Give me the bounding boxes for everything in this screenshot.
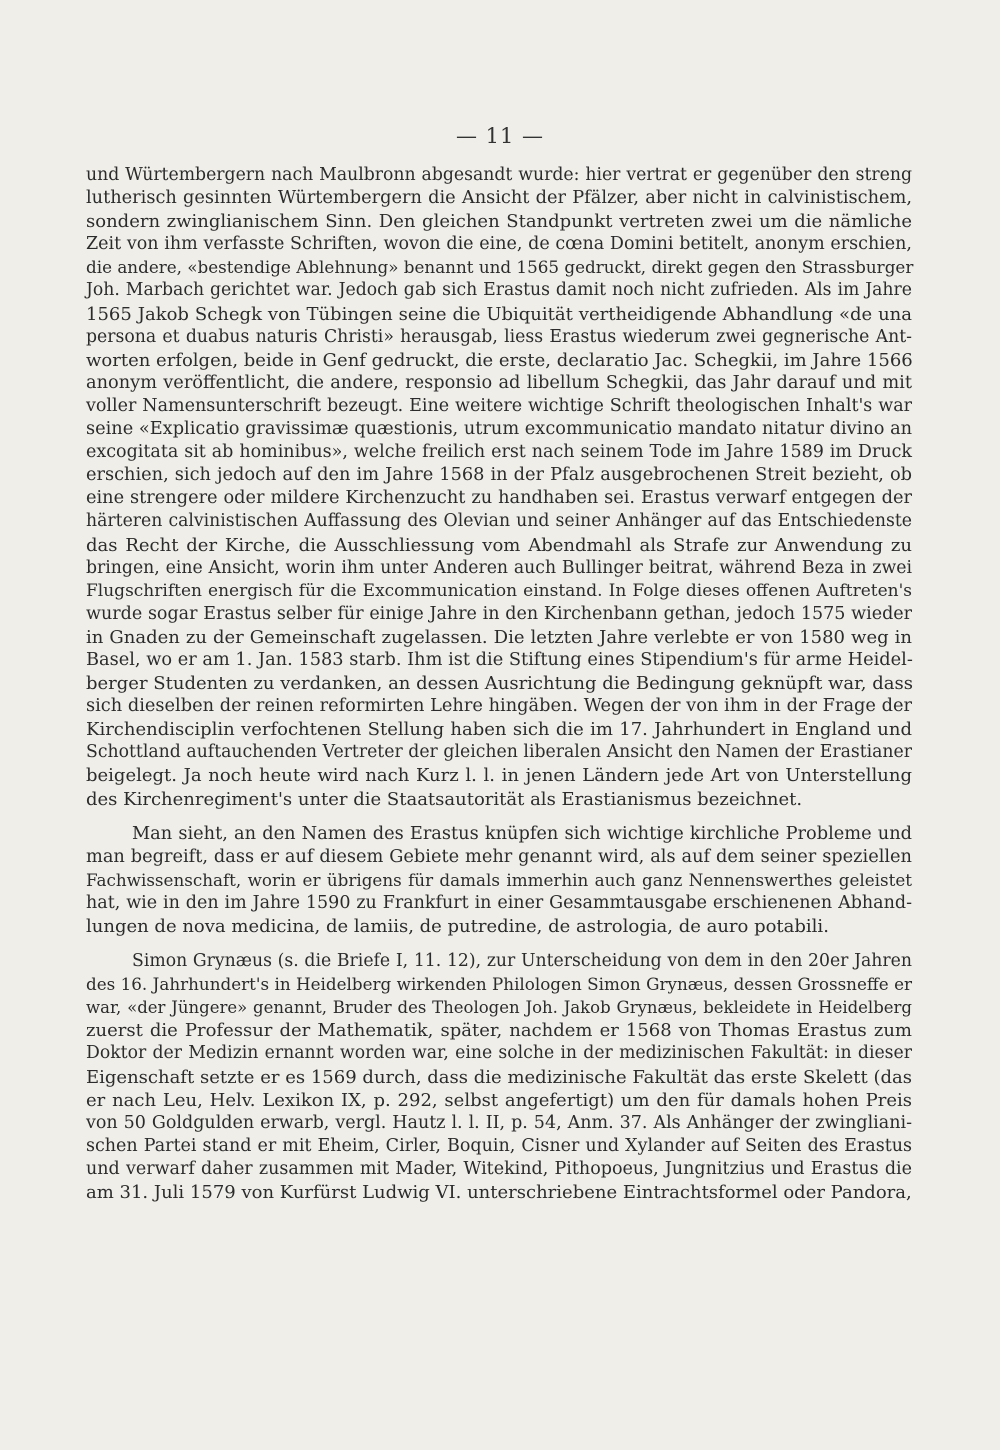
text-line: bringen, eine Ansicht, worin ihm unter Anderen auch Bullinger beitrat, während Beza in zwei	[86, 557, 912, 578]
text-line: beigelegt. Ja noch heute wird nach Kurz l. l. in jenen Ländern jede Art von Unterstellung	[86, 765, 912, 787]
page-number: — 11 —	[455, 124, 545, 148]
text-line: von 50 Goldgulden erwarb, vergl. Hautz l. l. II, p. 54, Anm. 37. Als Anhänger der zwingliani-	[86, 1112, 912, 1133]
text-line: Basel, wo er am 1. Jan. 1583 starb. Ihm ist die Stiftung eines Stipendium's für arme Heidel-	[86, 649, 913, 670]
text-line: das Recht der Kirche, die Ausschliessung vom Abendmahl als Strafe zur Anwendung zu	[86, 534, 912, 556]
text-line: Schottland auftauchenden Vertreter der gleichen liberalen Ansicht den Namen der Erastianer	[86, 742, 912, 763]
text-line: seine «Explicatio gravissimæ quæstionis, utrum excommunicatio mandato nitatur divino an	[86, 419, 913, 440]
text-line: und verwarf daher zusammen mit Mader, Witekind, Pithopoeus, Jungnitzius und Erastus die	[86, 1158, 912, 1179]
text-line: am 31. Juli 1579 von Kurfürst Ludwig VI. unterschriebene Eintrachtsformel oder Pandora,	[86, 1182, 912, 1204]
text-line: worten erfolgen, beide in Genf gedruckt, die erste, declaratio Jac. Schegkii, im Jahre 1566	[86, 349, 913, 371]
text-line: sich dieselben der reinen reformirten Lehre hingäben. Wegen der von ihm in der Frage der	[86, 696, 912, 717]
text-line: in Gnaden zu der Gemeinschaft zugelassen. Die letzten Jahre verlebte er von 1580 weg in	[86, 626, 912, 648]
text-line: 1565 Jakob Schegk von Tübingen seine die Ubiquität vertheidigende Abhandlung «de una	[86, 303, 912, 325]
text-line: des Kirchenregiment's unter die Staatsautorität als Erastianismus bezeichnet.	[86, 788, 803, 810]
text-line: Zeit von ihm verfasste Schriften, wovon die eine, de cœna Domini betitelt, anonym erschien,	[86, 234, 912, 255]
text-line: erschien, sich jedoch auf den im Jahre 1568 in der Pfalz ausgebrochenen Streit bezieht, ob	[86, 465, 912, 486]
text-line: Kirchendisciplin verfochtenen Stellung haben sich die im 17. Jahrhundert in England und	[86, 719, 912, 741]
text-line: Doktor der Medizin ernannt worden war, eine solche in der medizinischen Fakultät: in dieser	[86, 1043, 912, 1064]
paragraph	[86, 950, 912, 1204]
body-text	[86, 164, 912, 1204]
text-line: Man sieht, an den Namen des Erastus knüpfen sich wichtige kirchliche Probleme und	[132, 823, 912, 844]
text-line: eine strengere oder mildere Kirchenzucht zu handhaben sei. Erastus verwarf entgegen der	[86, 488, 912, 509]
text-line: Simon Grynæus (s. die Briefe I, 11. 12), zur Unterscheidung von dem in den 20er Jahren	[132, 951, 912, 972]
text-line: zuerst die Professur der Mathematik, später, nachdem er 1568 von Thomas Erastus zum	[86, 1020, 912, 1042]
text-line: anonym veröffentlicht, die andere, responsio ad libellum Schegkii, das Jahr darauf und mit	[86, 372, 912, 393]
text-line: persona et duabus naturis Christi» herausgab, liess Erastus wiederum zwei gegnerische Ant-	[86, 326, 912, 347]
text-line: Flugschriften energisch für die Excommunication einstand. In Folge dieses offenen Auftreten's	[86, 580, 912, 601]
text-line: lungen de nova medicina, de lamiis, de putredine, de astrologia, de auro potabili.	[86, 916, 829, 937]
text-line: hat, wie in den im Jahre 1590 zu Frankfurt in einer Gesammtausgabe erschienenen Abhand-	[86, 892, 912, 913]
text-line: härteren calvinistischen Auffassung des Olevian und seiner Anhänger auf das Entschiedenste	[86, 511, 912, 532]
text-line: sondern zwinglianischem Sinn. Den gleichen Standpunkt vertreten zwei um die nämliche	[86, 211, 912, 233]
text-line: wurde sogar Erastus selber für einige Jahre in den Kirchenbann gethan, jedoch 1575 wieder	[86, 603, 912, 624]
text-line: excogitata sit ab hominibus», welche freilich erst nach seinem Tode im Jahre 1589 im Druck	[86, 442, 912, 463]
text-line: er nach Leu, Helv. Lexikon IX, p. 292, selbst angefertigt) um den für damals hohen Preis	[86, 1089, 912, 1111]
paragraph-gap	[86, 811, 912, 823]
text-line: des 16. Jahrhundert's in Heidelberg wirkenden Philologen Simon Grynæus, dessen Grossneffe er	[86, 974, 912, 995]
text-line: voller Namensunterschrift bezeugt. Eine weitere wichtige Schrift theologischen Inhalt's war	[86, 395, 912, 416]
text-line: die andere, «bestendige Ablehnung» benannt und 1565 gedruckt, direkt gegen den Strassburger	[86, 257, 914, 278]
text-line: und Würtembergern nach Maulbronn abgesandt wurde: hier vertrat er gegenüber den streng	[86, 165, 912, 185]
text-line: Joh. Marbach gerichtet war. Jedoch gab sich Erastus damit noch nicht zufrieden. Als im Jahre	[86, 280, 912, 301]
paragraph-gap	[86, 938, 912, 950]
paragraph	[86, 823, 912, 938]
paragraph	[86, 164, 912, 811]
text-line: schen Partei stand er mit Eheim, Cirler, Boquin, Cisner und Xylander auf Seiten des Erastus	[86, 1135, 912, 1156]
text-line: man begreift, dass er auf diesem Gebiete mehr genannt wird, als auf dem seiner speziellen	[86, 846, 912, 867]
text-line: war, «der Jüngere» genannt, Bruder des Theologen Joh. Jakob Grynæus, bekleidete in Heidelberg	[86, 998, 912, 1018]
text-line: Fachwissenschaft, worin er übrigens für damals immerhin auch ganz Nennenswerthes geleistet	[86, 869, 912, 890]
text-line: Eigenschaft setzte er es 1569 durch, dass die medizinische Fakultät das erste Skelett (das	[86, 1066, 912, 1088]
text-line: lutherisch gesinnten Würtembergern die Ansicht der Pfälzer, aber nicht in calvinistischem,	[86, 188, 912, 209]
text-line: berger Studenten zu verdanken, an dessen Ausrichtung die Bedingung geknüpft war, dass	[86, 673, 913, 695]
